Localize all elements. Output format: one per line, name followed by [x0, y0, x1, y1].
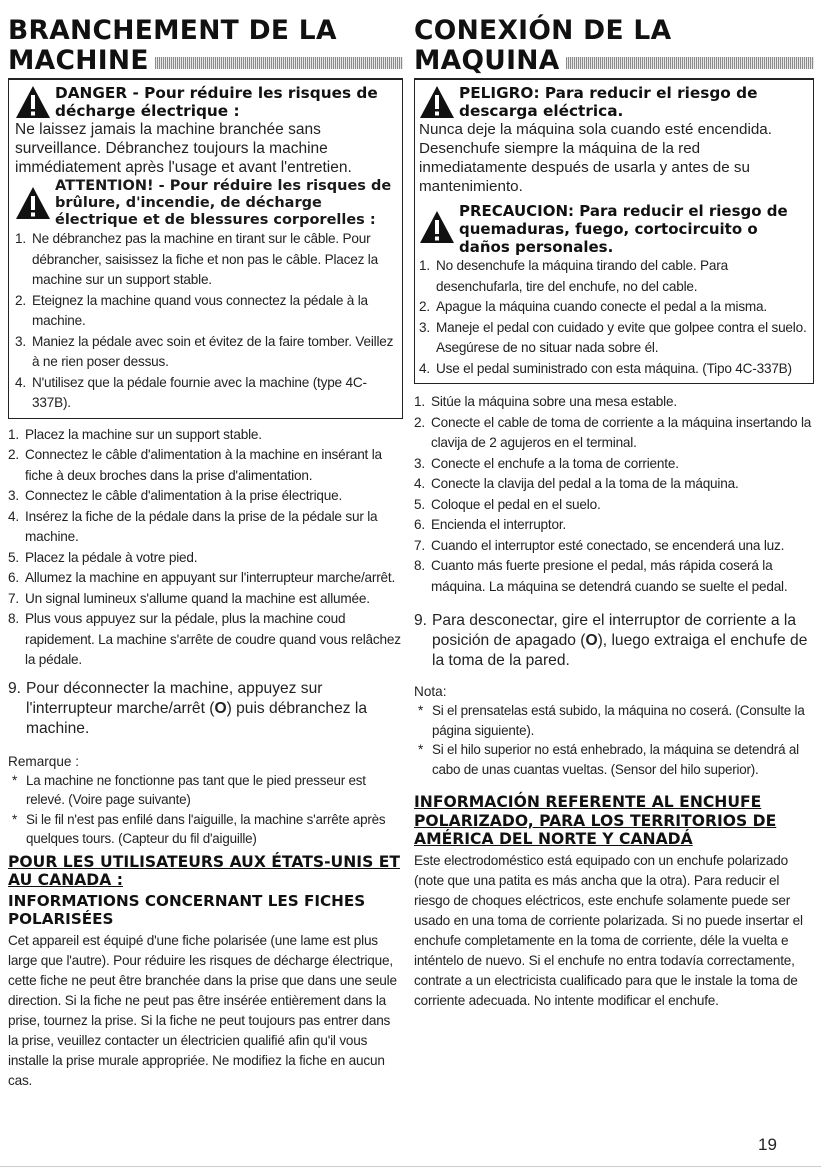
- section-title-fr-line2: MACHINE: [8, 45, 149, 76]
- section-title-fr: BRANCHEMENT DE LA MACHINE: [8, 16, 403, 76]
- polarized-info-title-es: INFORMACIÓN REFERENTE AL ENCHUFE POLARIZADO, PARA LOS TERRITORIOS DE AMÉRICA DEL NORTE Y CANADÁ: [414, 793, 777, 848]
- steps-list-es: [414, 392, 814, 597]
- caution-title-es: PRECAUCION: Para reducir el riesgo de quemaduras, fuego, cortocircuito o daños personales.: [459, 202, 788, 256]
- section-title-es-line2: MAQUINA: [414, 45, 560, 76]
- safety-box-es: [414, 78, 814, 384]
- danger-title-fr: DANGER - Pour réduire les risques de décharge électrique :: [55, 84, 378, 120]
- warning-triangle-icon: [419, 210, 455, 244]
- warning-triangle-icon: [15, 186, 51, 220]
- list-item: 2. Eteignez la machine quand vous connectez la pédale à la machine.: [15, 292, 368, 328]
- spanish-column: [414, 16, 814, 1011]
- warning-triangle-icon: [15, 85, 51, 119]
- list-item: 1. Placez la machine sur un support stable.: [8, 426, 262, 442]
- note-label-es: Nota:: [414, 684, 447, 699]
- list-item: 7. Un signal lumineux s'allume quand la machine est allumée.: [8, 590, 370, 606]
- list-item: 2. Connectez le câble d'alimentation à la machine en insérant la fiche à deux broches dans la prise d'alimentation.: [8, 447, 382, 483]
- warning-triangle-icon: [419, 85, 455, 119]
- list-item: 1. No desenchufe la máquina tirando del cable. Para desenchufarla, tire del enchufe, no del cable.: [419, 258, 728, 294]
- list-item: 4. N'utilisez que la pédale fournie avec la machine (type 4C-337B).: [15, 374, 367, 410]
- us-canada-title-fr: POUR LES UTILISATEURS AUX ÉTATS-UNIS ET AU CANADA :: [8, 852, 401, 889]
- off-symbol: O: [585, 632, 598, 649]
- list-item: 3. Maneje el pedal con cuidado y evite que golpee contra el suelo. Asegúrese de no situar nada sobre él.: [419, 319, 807, 355]
- list-item: 8. Cuanto más fuerte presione el pedal, más rápida coserá la máquina. La máquina se detendrá cuando se suelte el pedal.: [414, 558, 788, 594]
- list-item: 4. Use el pedal suministrado con esta máquina. (Tipo 4C-337B): [419, 360, 792, 376]
- list-item: * Si el hilo superior no está enhebrado, la máquina se detendrá al cabo de unas cuantas vueltas. (Sensor del hilo superior).: [418, 742, 799, 777]
- safety-box-fr: [8, 78, 403, 419]
- page-edge-line: [0, 1166, 821, 1167]
- polarized-info-title-fr: INFORMATIONS CONCERNANT LES FICHES POLARISÉES: [8, 891, 366, 928]
- polarized-info-text-es: Este electrodoméstico está equipado con un enchufe polarizado (note que una patita es más ancha que la otra). Para reducir el riesgo de choques eléctricos, este enchufe solamente puede ser usado en una toma de corriente polarizada. Si no puede insertar el enchufe completamente en la toma de corriente, déle la vuelta e inténtelo de nuevo. Si el enchufe no entra todavía correctamente, contrate a un electricista cualificado para que le instale la toma de corriente adecuada. No intente modificar el enchufe.: [414, 852, 803, 1008]
- list-item: 5. Coloque el pedal en el suelo.: [414, 496, 601, 512]
- title-rule: [155, 57, 403, 69]
- list-item: 3. Connectez le câble d'alimentation à la prise électrique.: [8, 488, 343, 503]
- attention-title-fr: ATTENTION! - Pour réduire les risques de brûlure, d'incendie, de décharge électrique et de blessures corporelles :: [55, 178, 392, 228]
- title-rule: [566, 57, 814, 69]
- danger-text-fr: Ne laissez jamais la machine branchée sans surveillance. Débranchez toujours la machine immédiatement après l'usage et avant l'entretien.: [15, 121, 352, 176]
- list-item: 4. Conecte la clavija del pedal a la toma de la máquina.: [414, 476, 739, 491]
- note-label-fr: Remarque :: [8, 753, 80, 769]
- step-9-fr: 9. Pour déconnecter la machine, appuyez sur l'interrupteur marche/arrêt (O) puis débranchez la machine.: [8, 679, 368, 737]
- list-item: 7. Cuando el interruptor esté conectado, se encenderá una luz.: [414, 537, 785, 553]
- list-item: * Si le fil n'est pas enfilé dans l'aiguille, la machine s'arrête après quelques tours. (Capteur du fil d'aiguille): [12, 811, 386, 846]
- list-item: 2. Apague la máquina cuando conecte el pedal a la misma.: [419, 299, 767, 314]
- notes-list-es: [414, 701, 814, 779]
- list-item: 1. Ne débranchez pas la machine en tirant sur le câble. Pour débrancher, saisissez la fiche et non pas le câble. Placez la machine sur un support stable.: [15, 231, 378, 287]
- section-title-es: CONEXIÓN DE LA MAQUINA: [414, 16, 814, 76]
- list-item: 5. Placez la pédale à votre pied.: [8, 549, 198, 565]
- list-item: 2. Conecte el cable de toma de corriente a la máquina insertando la clavija de 2 agujeros en el terminal.: [414, 414, 812, 450]
- list-item: 6. Allumez la machine en appuyant sur l'interrupteur marche/arrêt.: [8, 570, 396, 585]
- list-item: 1. Sitúe la máquina sobre una mesa estable.: [414, 394, 677, 409]
- list-item: 6. Encienda el interruptor.: [414, 517, 567, 532]
- steps-list-fr: [8, 425, 403, 671]
- danger-title-es: PELIGRO: Para reducir el riesgo de descarga eléctrica.: [459, 84, 758, 120]
- list-item: 8. Plus vous appuyez sur la pédale, plus la machine coud rapidement. La machine s'arrête de coudre quand vous relâchez la pédale.: [8, 611, 401, 667]
- safety-list-fr: [15, 229, 396, 414]
- list-item: 3. Conecte el enchufe a la toma de corriente.: [414, 455, 679, 471]
- off-symbol: O: [214, 699, 227, 717]
- danger-text-es: Nunca deje la máquina sola cuando esté encendida. Desenchufe siempre la máquina de la red inmediatamente después de usarla y antes de su mantenimiento.: [419, 121, 772, 195]
- list-item: * Si el prensatelas está subido, la máquina no coserá. (Consulte la página siguiente).: [418, 703, 805, 738]
- list-item: 4. Insérez la fiche de la pédale dans la prise de la pédale sur la machine.: [8, 508, 378, 544]
- step-9-es: 9. Para desconectar, gire el interruptor de corriente a la posición de apagado (O), luego extraiga el enchufe de la toma de la pared.: [414, 612, 808, 669]
- list-item: 3. Maniez la pédale avec soin et évitez de la faire tomber. Veillez à ne rien poser dessus.: [15, 333, 394, 369]
- page-number: 19: [758, 1135, 777, 1154]
- french-column: [8, 16, 403, 1091]
- notes-list-fr: [8, 771, 403, 849]
- polarized-info-text-fr: Cet appareil est équipé d'une fiche polarisée (une lame est plus large que l'autre). Pour réduire les risques de décharge électrique, cette fiche ne peut être branchée dans la prise que dans une seule direction. Si la fiche ne peut pas être insérée entièrement dans la prise, tournez la prise. Si la fiche ne peut toujours pas entrer dans la prise, veuillez contacter un électricien qualifié afin qu'il vous installe la prise murale appropriée. Ne modifiez la fiche en aucun cas.: [8, 932, 397, 1088]
- list-item: * La machine ne fonctionne pas tant que le pied presseur est relevé. (Voire page suivante): [12, 772, 366, 807]
- safety-list-es: [419, 256, 807, 379]
